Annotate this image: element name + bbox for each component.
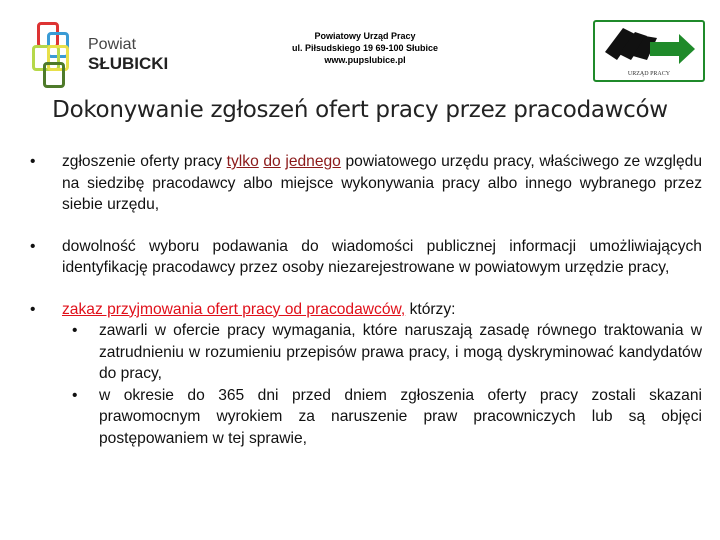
bullet-item — [30, 236, 702, 279]
text: dowolność wyboru podawania do wiadomości publicznej informacji umożliwiających identyfikację pracodawcy przez osoby niezarejestrowane w powiatowym urzędzie pracy, — [62, 237, 702, 276]
text: zawarli w ofercie pracy wymagania, które naruszają zasadę równego traktowania w zatrudnieniu w rozumieniu przepisów prawa pracy, i mogą dyskryminować kandydatów do pracy, — [99, 322, 702, 382]
bullet-item — [30, 299, 702, 321]
highlighted-text: zakaz przyjmowania ofert pracy od pracodawców, — [62, 300, 406, 318]
logo-text-slubicki: SŁUBICKI — [88, 54, 169, 73]
urzad-pracy-logo — [593, 20, 705, 82]
bullet-marker: • — [72, 386, 78, 404]
bullet-list — [30, 151, 702, 449]
bullet-marker: • — [30, 300, 36, 318]
bullet-item — [30, 151, 702, 216]
office-address: ul. Piłsudskiego 19 69-100 Słubice — [291, 43, 439, 53]
text: którzy: — [405, 300, 456, 318]
bullet-marker: • — [30, 153, 36, 170]
underlined-text: do — [263, 153, 281, 170]
logo-caption: URZĄD PRACY — [627, 71, 671, 77]
text: powiatowego urzędu pracy, właściwego ze względu na siedzibę pracodawcy albo miejsce wykonywania pracy albo innego wybranego przez siebie urzędu, — [62, 153, 702, 213]
sub-bullet-item — [62, 385, 702, 450]
underlined-text: tylko — [226, 153, 259, 170]
bullet-marker: • — [30, 237, 36, 255]
logo-text-powiat: Powiat — [88, 36, 137, 53]
powiat-slubicki-logo — [30, 20, 172, 80]
text: w okresie do 365 dni przed dniem zgłoszenia oferty pracy zostali skazani prawomocnym wyrokiem za naruszenie praw pracowniczych lub są objęci postępowaniem w tej sprawie, — [99, 386, 702, 447]
slide-title: Dokonywanie zgłoszeń ofert pracy przez pracodawców — [52, 97, 668, 123]
office-info — [250, 30, 480, 66]
underlined-text: jednego — [285, 153, 341, 170]
arrow-logo-icon — [595, 22, 703, 66]
text: zgłoszenie oferty pracy — [62, 153, 227, 170]
office-website: www.pupslubice.pl — [324, 55, 406, 65]
office-name: Powiatowy Urząd Pracy — [314, 31, 416, 41]
sub-bullet-item — [62, 320, 702, 385]
bullet-marker: • — [72, 322, 78, 339]
